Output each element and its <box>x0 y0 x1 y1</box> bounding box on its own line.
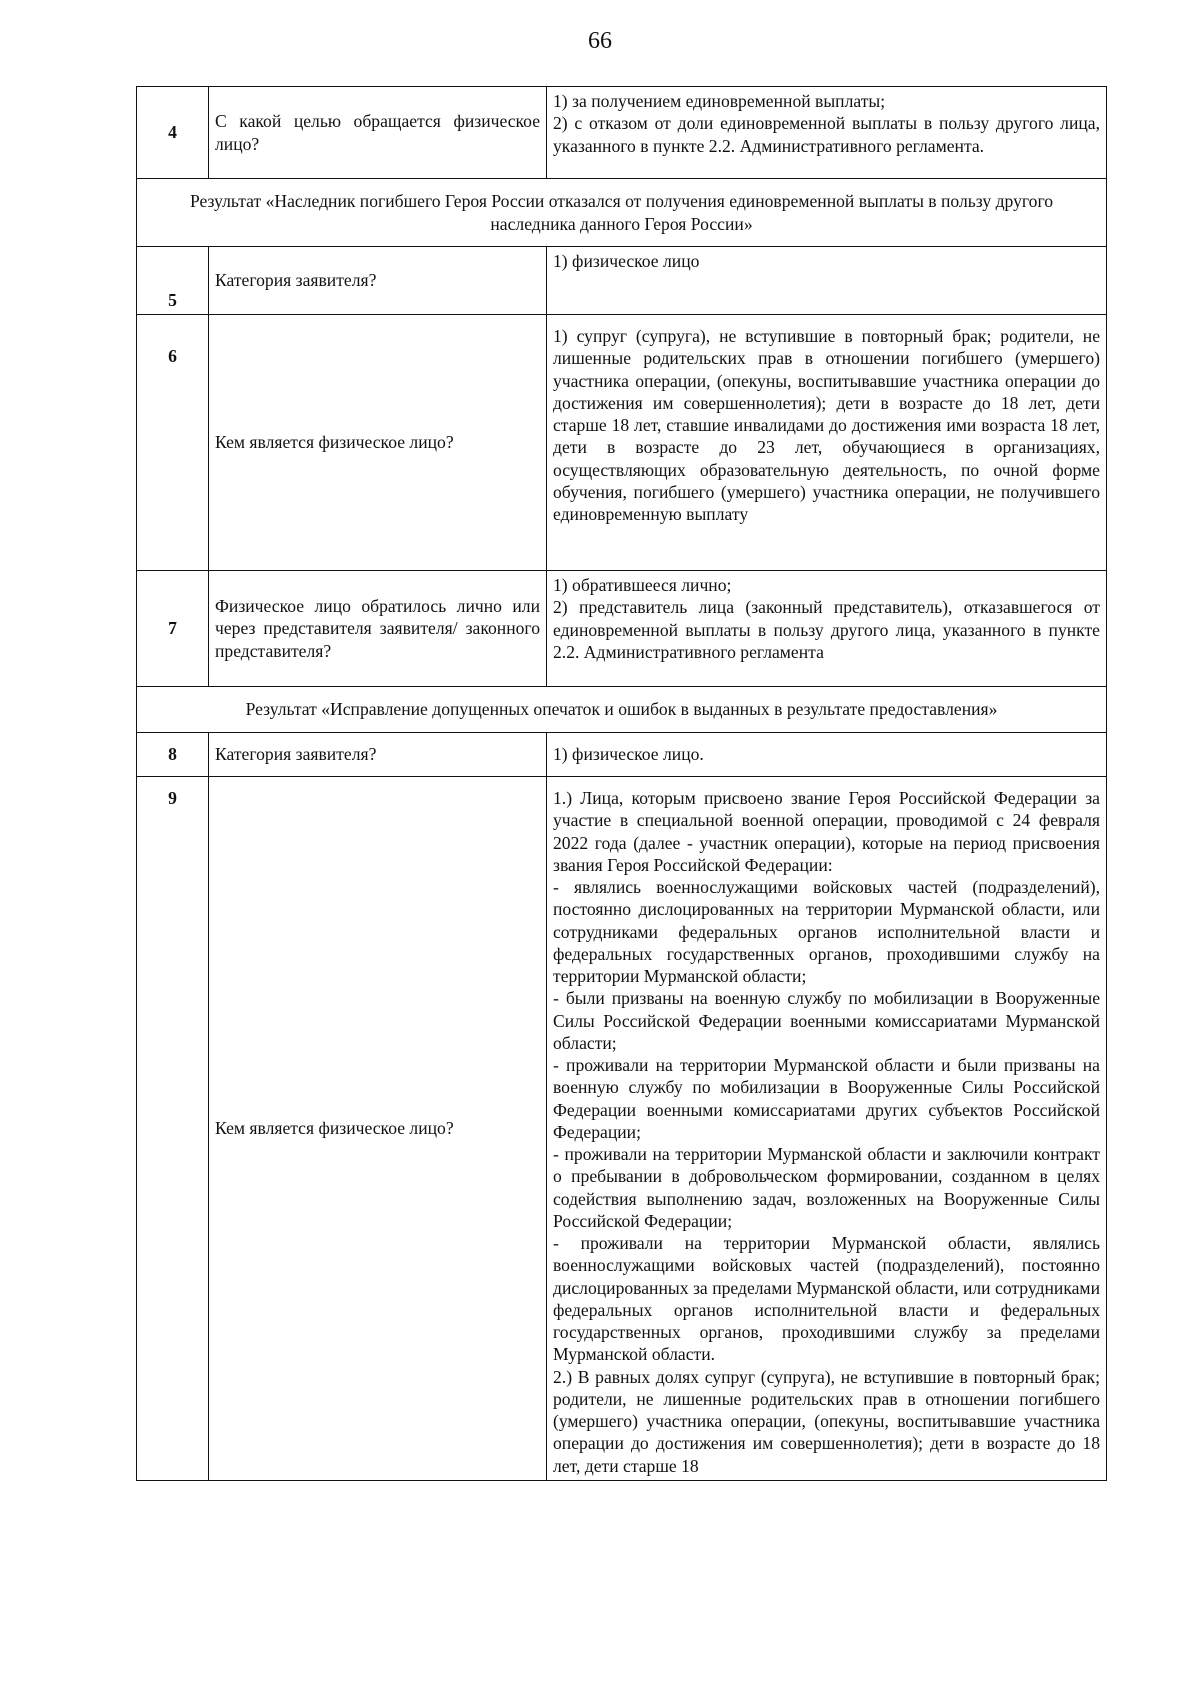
question-cell: Категория заявителя? <box>209 733 547 777</box>
row-number: 9 <box>137 777 209 1481</box>
result-heading: Результат «Исправление допущенных опечаток и ошибок в выданных в результате предоставления» <box>137 687 1107 733</box>
result-heading: Результат «Наследник погибшего Героя России отказался от получения единовременной выплаты в пользу другого наследника данного Героя России» <box>137 179 1107 247</box>
question-cell: Кем является физическое лицо? <box>209 315 547 571</box>
result-row-2 <box>137 687 1107 733</box>
answer-cell: 1.) Лица, которым присвоено звание Героя Российской Федерации за участие в специальной военной операции, проводимой с 24 февраля 2022 года (далее - участник операции), которые на период присвоения звания Героя Российской Федерации: - являлись военнослужащими войсковых частей (подразделений), постоянно дислоцированных на территории Мурманской области, или сотрудниками федеральных органов исполнительной власти и федеральных государственных органов, проходившими службу на территории Мурманской области; - были призваны на военную службу по мобилизации в Вооруженные Силы Российской Федерации военными комиссариатами Мурманской области; - проживали на территории Мурманской области и были призваны на военную службу по мобилизации в Вооруженные Силы Российской Федерации военными комиссариатами других субъектов Российской Федерации; - проживали на территории Мурманской области и заключили контракт о пребывании в добровольческом формировании, созданном в целях содействия выполнению задач, возложенных на Вооруженные Силы Российской Федерации; - проживали на территории Мурманской области, являлись военнослужащими войсковых частей (подразделений), постоянно дислоцированных за пределами Мурманской области, или сотрудниками федеральных органов исполнительной власти и федеральных государственных органов, проходившими службу за пределами Мурманской области. 2.) В равных долях супруг (супруга), не вступившие в повторный брак; родители, не лишенные родительских прав в отношении погибшего (умершего) участника операции, (опекуны, воспитывавшие участника операции до достижения им совершеннолетия); дети в возрасте до 18 лет, дети старше 18 <box>547 777 1107 1481</box>
row-number: 4 <box>137 87 209 179</box>
question-cell: Категория заявителя? <box>209 247 547 315</box>
answer-cell: 1) за получением единовременной выплаты; 2) с отказом от доли единовременной выплаты в пользу другого лица, указанного в пункте 2.2. Административного регламента. <box>547 87 1107 179</box>
answer-cell: 1) физическое лицо <box>547 247 1107 315</box>
table-row-4 <box>137 87 1107 179</box>
question-cell: С какой целью обращается физическое лицо? <box>209 87 547 179</box>
table-row-6 <box>137 315 1107 571</box>
regulation-table <box>136 86 1107 1481</box>
page-number: 66 <box>588 28 612 54</box>
table-row-7 <box>137 571 1107 687</box>
row-number: 7 <box>137 571 209 687</box>
row-number: 5 <box>137 247 209 315</box>
answer-cell: 1) физическое лицо. <box>547 733 1107 777</box>
table-row-9 <box>137 777 1107 1481</box>
table-row-8 <box>137 733 1107 777</box>
result-row-1 <box>137 179 1107 247</box>
answer-cell: 1) обратившееся лично; 2) представитель лица (законный представитель), отказавшегося от единовременной выплаты в пользу другого лица, указанного в пункте 2.2. Административного регламента <box>547 571 1107 687</box>
table-row-5 <box>137 247 1107 315</box>
answer-cell: 1) супруг (супруга), не вступившие в повторный брак; родители, не лишенные родительских прав в отношении погибшего (умершего) участника операции, (опекуны, воспитывавшие участника операции до достижения им совершеннолетия); дети в возрасте до 18 лет, дети старше 18 лет, ставшие инвалидами до достижения ими возраста 18 лет, дети в возрасте до 23 лет, обучающиеся в организациях, осуществляющих образовательную деятельность, по очной форме обучения, погибшего (умершего) участника операции, не получившего единовременную выплату <box>547 315 1107 571</box>
question-cell: Физическое лицо обратилось лично или через представителя заявителя/ законного представителя? <box>209 571 547 687</box>
row-number: 6 <box>137 315 209 571</box>
question-cell: Кем является физическое лицо? <box>209 777 547 1481</box>
row-number: 8 <box>137 733 209 777</box>
